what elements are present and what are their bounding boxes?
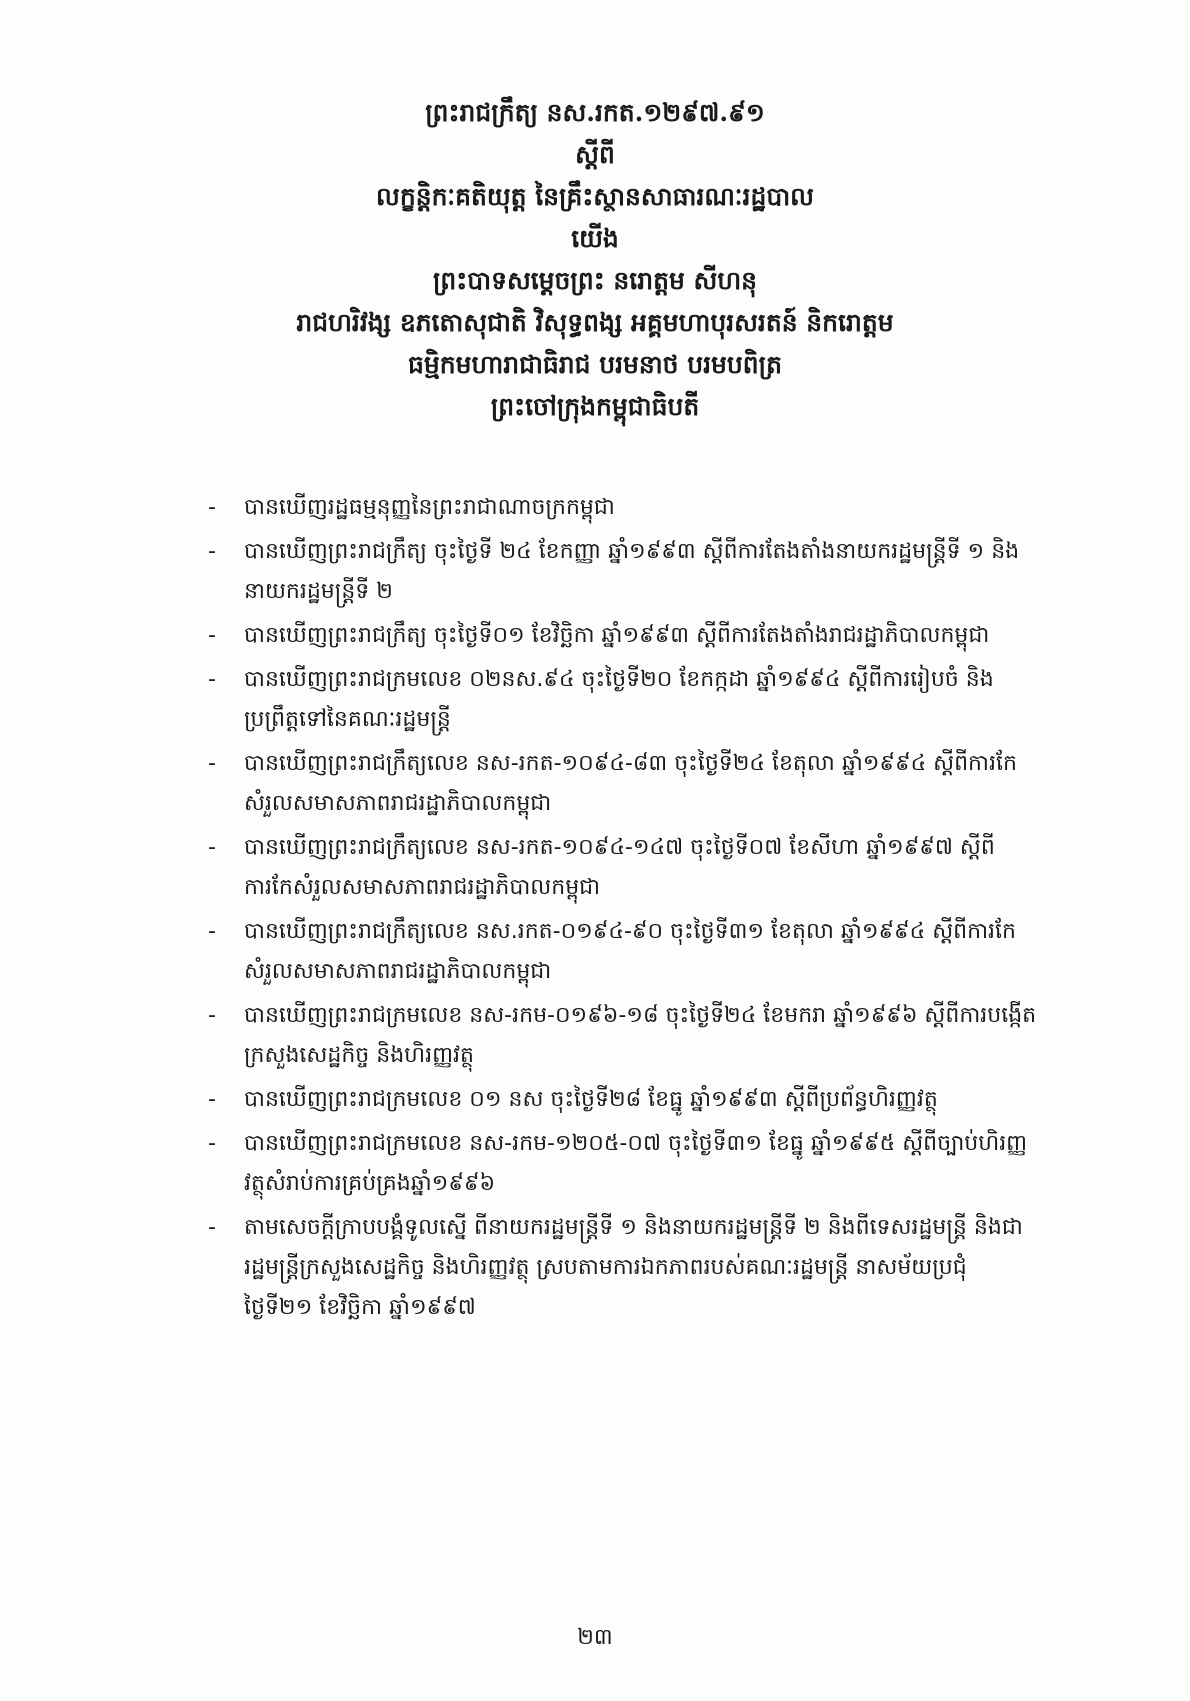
list-item — [208, 1080, 1038, 1120]
we-label: យើង — [571, 224, 619, 253]
king-title-line-4: ព្រះចៅក្រុងកម្ពុជាធិបតី — [490, 392, 700, 421]
recital-text: បានឃើញព្រះរាជក្រមលេខ ០២នស.៩៤ ចុះថ្ងៃទី២០ ខែកក្កដា ឆ្នាំ១៩៩៤ ស្តីពីការរៀបចំ និងប្រព្រឹត្តទៅនៃគណៈរដ្ឋមន្ត្រី — [244, 667, 994, 732]
king-title-line-1: ព្រះបាទសម្តេចព្រះ នរោត្តម សីហនុ — [432, 266, 758, 295]
list-item — [208, 532, 1038, 612]
dash-bullet: - — [208, 623, 216, 648]
dash-bullet: - — [208, 751, 216, 776]
dash-bullet: - — [208, 495, 216, 520]
dash-bullet: - — [208, 1215, 216, 1240]
list-item — [208, 744, 1038, 824]
dash-bullet: - — [208, 919, 216, 944]
recital-text: បានឃើញព្រះរាជក្រឹត្យលេខ នស-រកត-១០៩៤-៨៣ ចុះថ្ងៃទី២៤ ខែតុលា ឆ្នាំ១៩៩៤ ស្តីពីការកែសំរួលសមាសភាពរាជរដ្ឋាភិបាលកម្ពុជា — [244, 751, 1017, 816]
recital-text: បានឃើញរដ្ឋធម្មនុញ្ញនៃព្រះរាជាណាចក្រកម្ពុជា — [244, 495, 615, 520]
list-item — [208, 660, 1038, 740]
decree-header — [0, 92, 1190, 428]
list-item — [208, 996, 1038, 1076]
recital-text: បានឃើញព្រះរាជក្រមលេខ នស-រកម-០១៩៦-១៨ ចុះថ្ងៃទី២៤ ខែមករា ឆ្នាំ១៩៩៦ ស្តីពីការបង្កើតក្រសួងសេដ្ឋកិច្ច និងហិរញ្ញវត្ថុ — [244, 1003, 1037, 1068]
dash-bullet: - — [208, 539, 216, 564]
decree-subject: លក្ខន្តិកៈគតិយុត្ត នៃគ្រឹះស្ថានសាធារណៈរដ្ឋបាល — [376, 182, 814, 211]
dash-bullet: - — [208, 1087, 216, 1112]
list-item — [208, 828, 1038, 908]
list-item — [208, 1208, 1038, 1328]
recital-text: បានឃើញព្រះរាជក្រឹត្យ ចុះថ្ងៃទី០១ ខែវិច្ឆិកា ឆ្នាំ១៩៩៣ ស្តីពីការតែងតាំងរាជរដ្ឋាភិបាលកម្ពុជា — [244, 623, 990, 648]
recitals-list — [208, 488, 1038, 1332]
dash-bullet: - — [208, 835, 216, 860]
list-item — [208, 616, 1038, 656]
recital-text: បានឃើញព្រះរាជក្រឹត្យ ចុះថ្ងៃទី ២៤ ខែកញ្ញា ឆ្នាំ១៩៩៣ ស្តីពីការតែងតាំងនាយករដ្ឋមន្ត្រីទី ១ និងនាយករដ្ឋមន្ត្រីទី ២ — [244, 539, 1020, 604]
dash-bullet: - — [208, 1131, 216, 1156]
recital-text: បានឃើញព្រះរាជក្រមលេខ នស-រកម-១២០៥-០៧ ចុះថ្ងៃទី៣១ ខែធ្នូ ឆ្នាំ១៩៩៥ ស្តីពីច្បាប់ហិរញ្ញវត្ថុសំរាប់ការគ្រប់គ្រងឆ្នាំ១៩៩៦ — [244, 1131, 1028, 1196]
decree-number: ព្រះរាជក្រឹត្យ នស.រកត.១២៩៧.៩១ — [425, 98, 765, 127]
king-title-line-2: រាជហរិវង្ស ឧភតោសុជាតិ វិសុទ្ធពង្ស អគ្គមហាបុរសរតន៍ និករោត្តម — [296, 308, 894, 337]
dash-bullet: - — [208, 667, 216, 692]
dash-bullet: - — [208, 1003, 216, 1028]
list-item — [208, 488, 1038, 528]
list-item — [208, 1124, 1038, 1204]
recital-text: បានឃើញព្រះរាជក្រឹត្យលេខ នស-រកត-១០៩៤-១៤៧ ចុះថ្ងៃទី០៧ ខែសីហា ឆ្នាំ១៩៩៧ ស្តីពីការកែសំរួលសមាសភាពរាជរដ្ឋាភិបាលកម្ពុជា — [244, 835, 995, 900]
page-number: ២៣ — [577, 1625, 613, 1650]
recital-text: បានឃើញព្រះរាជក្រមលេខ ០១ នស ចុះថ្ងៃទី២៨ ខែធ្នូ ឆ្នាំ១៩៩៣ ស្តីពីប្រព័ន្ធហិរញ្ញវត្ថុ — [244, 1087, 938, 1112]
recital-text: បានឃើញព្រះរាជក្រឹត្យលេខ នស.រកត-០១៩៤-៩០ ចុះថ្ងៃទី៣១ ខែតុលា ឆ្នាំ១៩៩៤ ស្តីពីការកែសំរួលសមាសភាពរាជរដ្ឋាភិបាលកម្ពុជា — [244, 919, 1016, 984]
king-title-line-3: ធម្មិកមហារាជាធិរាជ បរមនាថ បរមបពិត្រ — [408, 350, 782, 379]
list-item — [208, 912, 1038, 992]
recital-text: តាមសេចក្តីក្រាបបង្គំទូលស្នើ ពីនាយករដ្ឋមន្ត្រីទី ១ និងនាយករដ្ឋមន្ត្រីទី ២ និងពីទេសរដ្ឋមន្ត្រី និងជារដ្ឋមន្ត្រីក្រសួងសេដ្ឋកិច្ច និងហិរញ្ញវត្ថុ ស្របតាមការឯកភាពរបស់គណៈរដ្ឋមន្ត្រី នាសម័យប្រជុំ ថ្ងៃទី២១ ខែវិច្ឆិកា ឆ្នាំ១៩៩៧ — [244, 1215, 1023, 1320]
about-label: ស្តីពី — [575, 140, 615, 169]
